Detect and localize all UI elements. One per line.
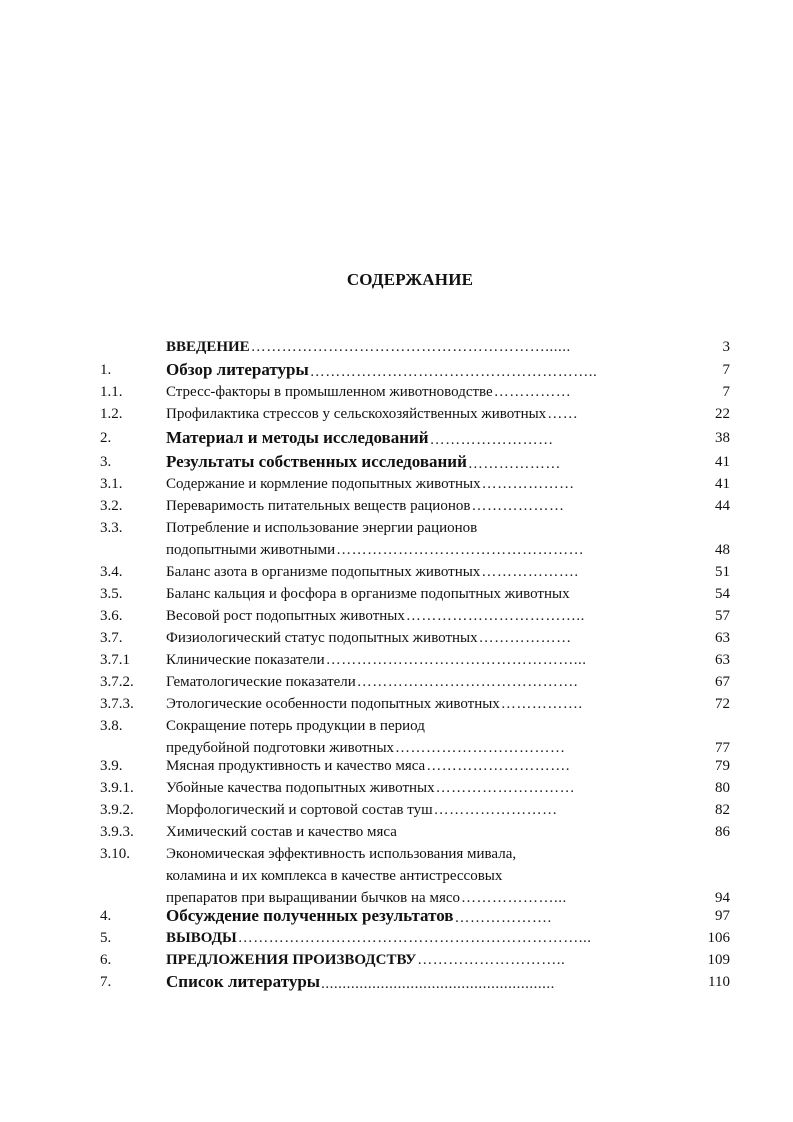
toc-entry-title: Химический состав и качество мяса (166, 824, 397, 840)
toc-entry[interactable] (0, 584, 793, 606)
toc-entry[interactable] (0, 337, 793, 359)
toc-entry-page: 7 (722, 384, 730, 400)
toc-entry-page: 80 (715, 780, 730, 796)
toc-leader-dots: ……………… (478, 630, 572, 646)
toc-entry[interactable] (0, 496, 793, 518)
toc-title: СОДЕРЖАНИЕ (346, 270, 474, 289)
toc-entry-page: 79 (715, 758, 730, 774)
toc-entry-number: 2. (100, 430, 112, 446)
toc-entry-title: препаратов при выращивании бычков на мясо (166, 890, 461, 906)
toc-entry-title: ВЫВОДЫ (166, 930, 237, 946)
toc-entry-number: 3.8. (100, 718, 123, 734)
toc-entry-title: Сокращение потерь продукции в период (166, 718, 425, 734)
toc-entry-number: 3.4. (100, 564, 123, 580)
toc-leader-dots: …………………… (433, 802, 558, 818)
toc-entry-title: Гематологические показатели (166, 674, 356, 690)
toc-entry-number: 4. (100, 908, 112, 924)
toc-entry-title: ПРЕДЛОЖЕНИЯ ПРОИЗВОДСТВУ (166, 952, 417, 968)
toc-entry-title: Морфологический и сортовой состав туш (166, 802, 433, 818)
toc-entry-number: 3.3. (100, 520, 123, 536)
toc-entry-number: 3.6. (100, 608, 123, 624)
toc-entry-page: 57 (715, 608, 730, 624)
toc-entry-number: 1. (100, 362, 112, 378)
toc-entry[interactable] (0, 756, 793, 778)
toc-entry-page: 97 (715, 908, 730, 924)
toc-entry-number: 3.7. (100, 630, 123, 646)
toc-entry-title: Стресс-факторы в промышленном животноводстве (166, 384, 493, 400)
toc-entry[interactable] (0, 800, 793, 822)
toc-entry-title: Профилактика стрессов у сельскохозяйственных животных (166, 406, 547, 422)
toc-entry-page: 94 (715, 890, 730, 906)
toc-entry-number: 3.9. (100, 758, 123, 774)
toc-entry-title: Физиологический статус подопытных животных (166, 630, 478, 646)
toc-entry[interactable] (0, 428, 793, 450)
toc-leader-dots: ………………... (461, 890, 567, 906)
toc-leader-dots: …………………………….. (405, 608, 585, 624)
toc-entry-title: Баланс азота в организме подопытных животных (166, 564, 481, 580)
toc-leader-dots: ……………………………………………….. (309, 364, 598, 380)
toc-entry-page: 86 (715, 824, 730, 840)
toc-entry-title: коламина и их комплекса в качестве антистрессовых (166, 868, 503, 884)
toc-leader-dots: ………………. (454, 910, 552, 926)
toc-entry-page: 106 (707, 930, 730, 946)
toc-entry-number: 3.5. (100, 586, 123, 602)
toc-entry[interactable] (0, 452, 793, 474)
toc-entry-number: 1.1. (100, 384, 123, 400)
toc-leader-dots: ……………………………………. (356, 674, 579, 690)
toc-leader-dots: …………………………………………………...... (250, 339, 571, 355)
toc-entry[interactable] (0, 672, 793, 694)
toc-entry-number: 3.7.3. (100, 696, 134, 712)
toc-entry[interactable] (0, 404, 793, 426)
toc-leader-dots: ……………. (500, 696, 583, 712)
toc-leader-dots: …… (547, 406, 579, 422)
toc-entry[interactable] (0, 822, 793, 844)
toc-entry[interactable] (0, 650, 793, 672)
toc-entry-title: Весовой рост подопытных животных (166, 608, 405, 624)
toc-entry-page: 38 (715, 430, 730, 446)
toc-leader-dots: …………… (493, 384, 572, 400)
toc-entry[interactable] (0, 844, 793, 910)
toc-entry[interactable] (0, 928, 793, 950)
toc-entry[interactable] (0, 950, 793, 972)
toc-entry[interactable] (0, 562, 793, 584)
toc-entry-title: Мясная продуктивность и качество мяса (166, 758, 426, 774)
toc-entry-number: 5. (100, 930, 112, 946)
toc-entry-page: 44 (715, 498, 730, 514)
toc-entry-page: 51 (715, 564, 730, 580)
toc-entry-page: 77 (715, 740, 730, 756)
toc-entry-number: 3.10. (100, 846, 130, 862)
toc-entry-title: Список литературы (166, 972, 321, 991)
toc-entry-title: Материал и методы исследований (166, 428, 429, 447)
toc-leader-dots: ....................................................... (321, 976, 555, 992)
toc-entry-title: Обзор литературы (166, 360, 309, 379)
toc-entry-number: 3.7.2. (100, 674, 134, 690)
toc-entry-number: 3.7.1 (100, 652, 130, 668)
toc-leader-dots: ……………… (467, 456, 561, 472)
toc-entry-title: Экономическая эффективность использования мивала, (166, 846, 517, 862)
toc-entry-page: 48 (715, 542, 730, 558)
toc-leader-dots: ……………………….. (417, 952, 566, 968)
toc-entry-number: 3.9.1. (100, 780, 134, 796)
toc-leader-dots: ………………. (481, 564, 579, 580)
toc-entry-page: 22 (715, 406, 730, 422)
toc-leader-dots: …………………………… (395, 740, 566, 756)
toc-entry[interactable] (0, 716, 793, 760)
toc-entry-title: Переваримость питательных веществ рационов (166, 498, 471, 514)
toc-entry-number: 1.2. (100, 406, 123, 422)
toc-entry[interactable] (0, 606, 793, 628)
toc-entry-title: Обсуждение полученных результатов (166, 906, 454, 925)
toc-entry-title: Клинические показатели (166, 652, 325, 668)
toc-entry[interactable] (0, 474, 793, 496)
toc-leader-dots: …………………………………………………………... (237, 930, 592, 946)
toc-entry-page: 41 (715, 454, 730, 470)
toc-entry[interactable] (0, 906, 793, 928)
toc-leader-dots: ……………………… (435, 780, 576, 796)
toc-entry-number: 3. (100, 454, 112, 470)
toc-entry-title: Результаты собственных исследований (166, 452, 467, 471)
toc-entry[interactable] (0, 360, 793, 382)
toc-entry-page: 67 (715, 674, 730, 690)
toc-entry-page: 109 (707, 952, 730, 968)
toc-entry-title: предубойной подготовки животных (166, 740, 395, 756)
toc-entry-title: подопытными животными (166, 542, 336, 558)
toc-entry-page: 54 (715, 586, 730, 602)
toc-entry-page: 72 (715, 696, 730, 712)
toc-entry-page: 63 (715, 652, 730, 668)
toc-entry-number: 3.9.2. (100, 802, 134, 818)
toc-entry-page: 7 (722, 362, 730, 378)
toc-entry-page: 41 (715, 476, 730, 492)
toc-entry-page: 63 (715, 630, 730, 646)
toc-leader-dots: ……………… (471, 498, 565, 514)
toc-entry-number: 6. (100, 952, 112, 968)
toc-entry-title: ВВЕДЕНИЕ (166, 339, 250, 355)
toc-entry[interactable] (0, 382, 793, 404)
toc-entry[interactable] (0, 694, 793, 716)
toc-entry-page: 110 (708, 974, 730, 990)
toc-entry-number: 3.9.3. (100, 824, 134, 840)
toc-entry-title: Потребление и использование энергии рационов (166, 520, 478, 536)
toc-leader-dots: …………………… (429, 432, 554, 448)
toc-leader-dots: …………………………………………... (325, 652, 587, 668)
toc-leader-dots: ………………………………………… (336, 542, 585, 558)
toc-entry[interactable] (0, 778, 793, 800)
toc-leader-dots: ………………………. (426, 758, 570, 774)
toc-entry-page: 82 (715, 802, 730, 818)
toc-entry-page: 3 (722, 339, 730, 355)
toc-entry-title: Этологические особенности подопытных животных (166, 696, 500, 712)
toc-entry[interactable] (0, 518, 793, 562)
toc-entry-number: 3.1. (100, 476, 123, 492)
toc-leader-dots: ……………… (481, 476, 575, 492)
toc-entry-number: 7. (100, 974, 112, 990)
toc-entry-title: Содержание и кормление подопытных животных (166, 476, 481, 492)
toc-entry[interactable] (0, 628, 793, 650)
toc-entry-title: Баланс кальция и фосфора в организме подопытных животных (166, 586, 570, 602)
toc-entry-title: Убойные качества подопытных животных (166, 780, 435, 796)
toc-entry[interactable] (0, 972, 793, 994)
toc-entry-number: 3.2. (100, 498, 123, 514)
